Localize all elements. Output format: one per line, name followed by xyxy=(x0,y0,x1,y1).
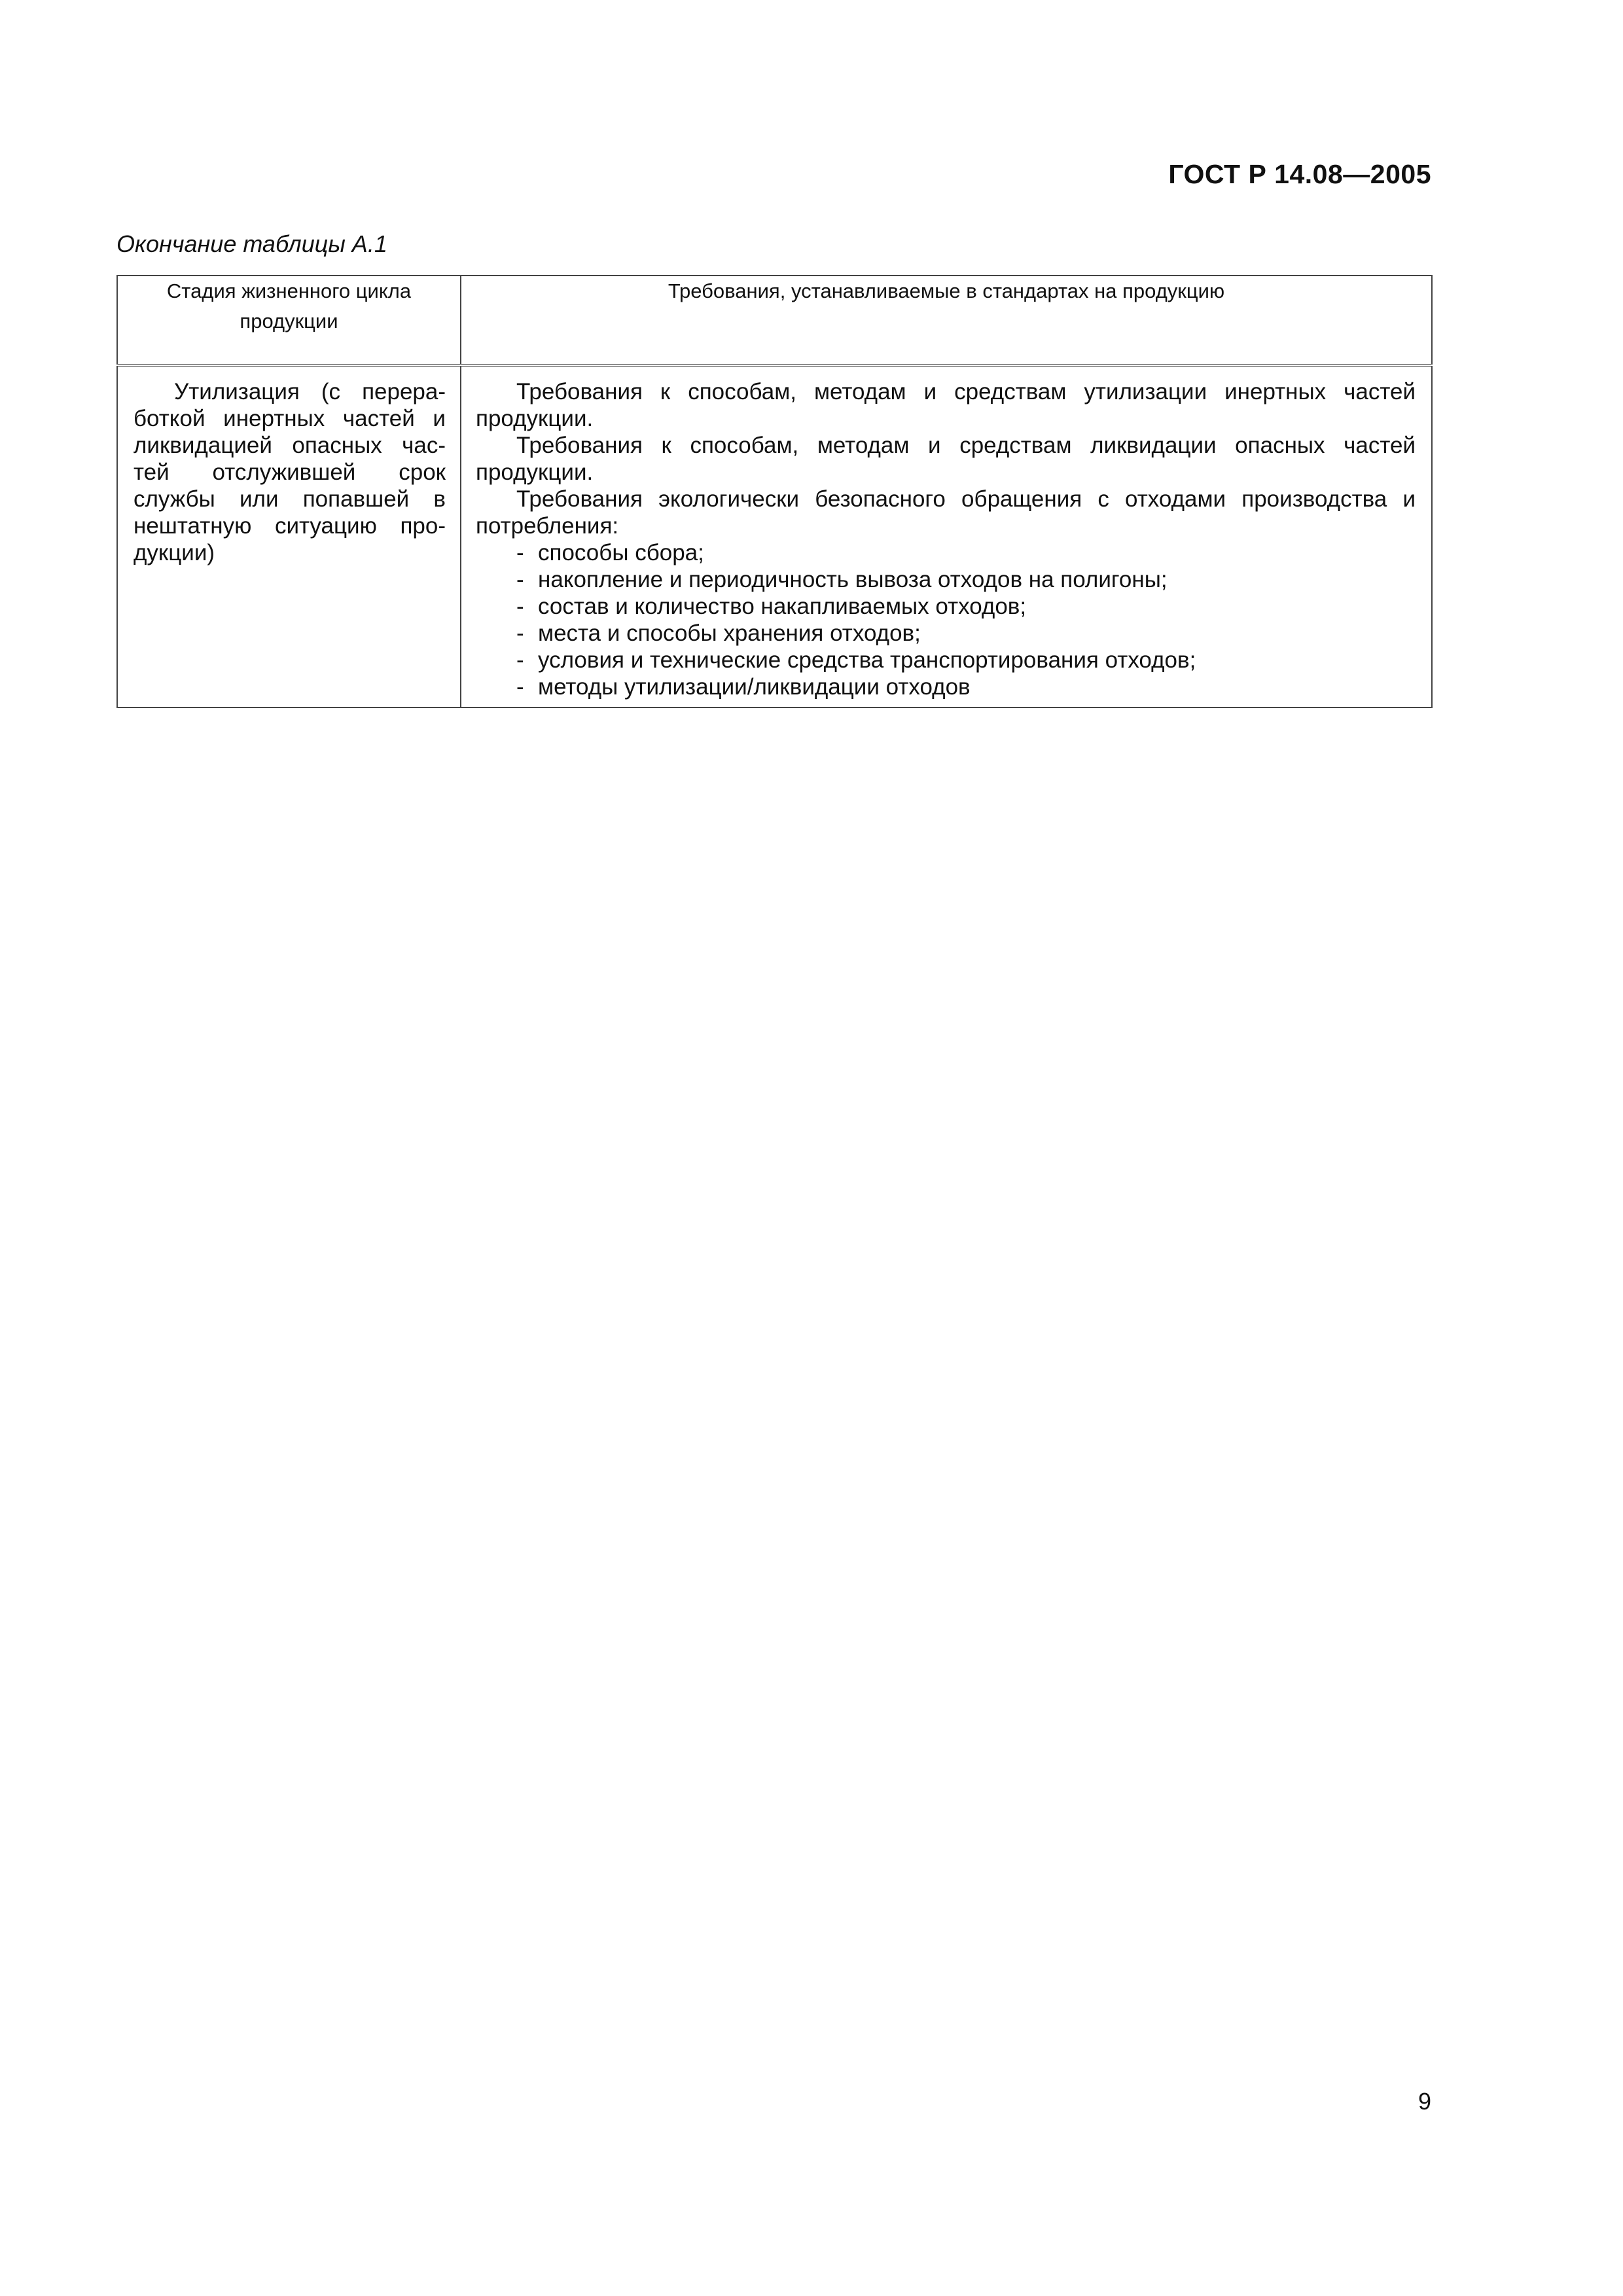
stage-cell: Утилизация (с переработкой инертных частей и ликвидацией опасных частей отслужившей срок службы или попавшей в нештатную ситуацию продукции) xyxy=(117,365,461,708)
dash-marker: - xyxy=(516,647,524,673)
list-item-text: способы сбора; xyxy=(538,540,704,565)
dash-marker: - xyxy=(516,674,524,700)
header-requirements: Требования, устанавливаемые в стандартах на продукцию xyxy=(461,276,1432,365)
list-item-text: условия и технические средства транспортирования отходов; xyxy=(538,647,1196,673)
table-caption: Окончание таблицы А.1 xyxy=(116,230,387,257)
table-row xyxy=(117,365,1432,708)
dash-marker: - xyxy=(516,567,524,592)
list-item xyxy=(516,566,1416,593)
list-item-text: места и способы хранения отходов; xyxy=(538,620,921,646)
list-item-text: методы утилизации/ликвидации отходов xyxy=(538,674,971,700)
dash-marker: - xyxy=(516,594,524,619)
table-header-row xyxy=(117,276,1432,365)
requirements-cell xyxy=(461,365,1432,708)
requirements-table xyxy=(116,275,1433,708)
list-item-text: накопление и периодичность вывоза отходов на полигоны; xyxy=(538,567,1168,592)
list-item xyxy=(516,593,1416,620)
document-code: ГОСТ Р 14.08—2005 xyxy=(1168,159,1431,189)
list-item xyxy=(516,620,1416,647)
requirement-list xyxy=(476,539,1416,700)
requirement-paragraph: Требования к способам, методам и средствам утилизации инертных частей продукции. xyxy=(476,379,1416,431)
dash-marker: - xyxy=(516,620,524,646)
list-item xyxy=(516,539,1416,566)
list-item-text: состав и количество накапливаемых отходов; xyxy=(538,594,1027,619)
list-item xyxy=(516,673,1416,700)
header-lifecycle-stage: Стадия жизненного цикла продукции xyxy=(117,276,461,365)
requirement-paragraph: Требования экологически безопасного обращения с отходами производства и потребления: xyxy=(476,486,1416,539)
requirement-paragraph: Требования к способам, методам и средствам ликвидации опасных частей продукции. xyxy=(476,433,1416,485)
page-number: 9 xyxy=(1418,2088,1432,2115)
dash-marker: - xyxy=(516,540,524,565)
list-item xyxy=(516,647,1416,673)
